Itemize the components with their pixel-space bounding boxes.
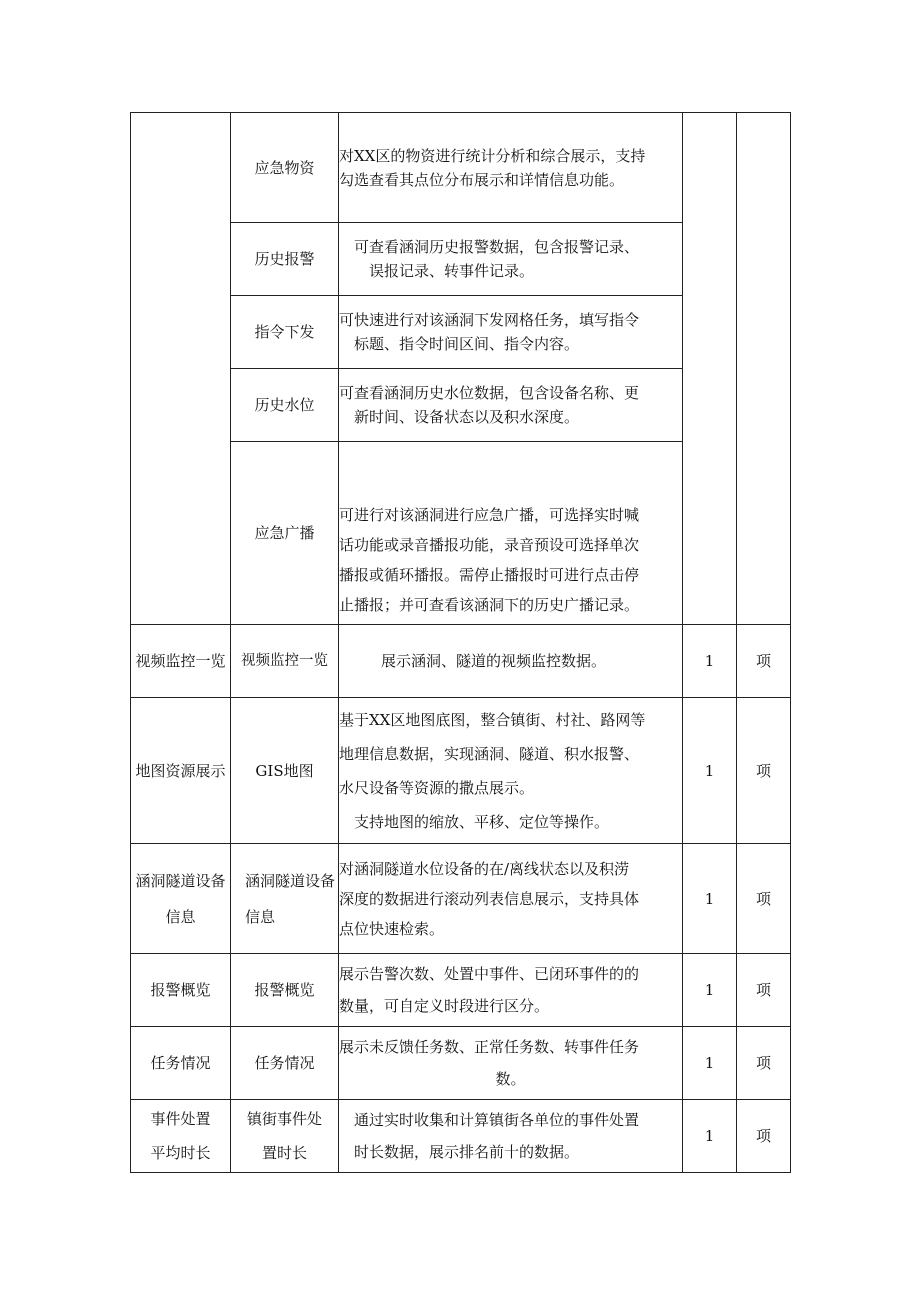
- description-line: 对XX区的物资进行统计分析和综合展示，支持: [339, 146, 646, 165]
- description-line: 可进行对该涵洞进行应急广播，可选择实时喊: [339, 506, 640, 524]
- description-line: 基于XX区地图底图，整合镇街、村社、路网等: [339, 710, 646, 729]
- description-line: 止播报；并可查看该涵洞下的历史广播记录。: [339, 596, 640, 614]
- description-line: 标题、指令时间区间、指令内容。: [354, 335, 580, 353]
- item-name-cell: GIS地图: [231, 698, 339, 844]
- description-line: 支持地图的缩放、平移、定位等操作。: [354, 812, 610, 831]
- description-cell: [339, 954, 683, 1027]
- category-cell: 报警概览: [131, 954, 231, 1027]
- description-line: 对涵洞隧道水位设备的在/离线状态以及积涝: [339, 859, 630, 878]
- description-line: 可快速进行对该涵洞下发网格任务，填写指令: [339, 311, 640, 329]
- table-row: [131, 954, 791, 1027]
- description-line: 数。: [495, 1070, 526, 1088]
- description-line: 点位快速检索。: [339, 919, 445, 938]
- item-name-cell: 应急广播: [231, 442, 339, 625]
- description-cell: [339, 369, 683, 442]
- category-cell: 事件处置平均时长: [131, 1100, 231, 1173]
- description-line: 展示未反馈任务数、正常任务数、转事件任务: [339, 1038, 640, 1056]
- unit-cell: 项: [737, 1027, 791, 1100]
- item-name-cell: 历史报警: [231, 223, 339, 296]
- table-row: [131, 698, 791, 844]
- quantity-cell: [683, 113, 737, 625]
- item-name-cell: 任务情况: [231, 1027, 339, 1100]
- quantity-cell: 1: [683, 698, 737, 844]
- description-line: 误报记录、转事件记录。: [369, 262, 535, 280]
- quantity-cell: 1: [683, 625, 737, 698]
- quantity-cell: 1: [683, 1027, 737, 1100]
- description-cell: [339, 625, 683, 698]
- unit-cell: 项: [737, 625, 791, 698]
- table-row: [131, 113, 791, 223]
- table-row: [131, 625, 791, 698]
- description-cell: [339, 698, 683, 844]
- category-cell: 任务情况: [131, 1027, 231, 1100]
- unit-cell: 项: [737, 844, 791, 954]
- item-name-cell: 应急物资: [231, 113, 339, 223]
- table-row: [131, 844, 791, 954]
- description-line: 新时间、设备状态以及积水深度。: [354, 408, 580, 426]
- item-name-cell: 涵洞隧道设备信息: [231, 844, 339, 954]
- category-cell: 地图资源展示: [131, 698, 231, 844]
- description-cell: [339, 1100, 683, 1173]
- description-cell: [339, 1027, 683, 1100]
- description-line: 水尺设备等资源的撒点展示。: [339, 778, 535, 797]
- quantity-cell: 1: [683, 844, 737, 954]
- description-line: 时长数据，展示排名前十的数据。: [354, 1143, 580, 1161]
- item-name-cell: 视频监控一览: [231, 625, 339, 698]
- spec-table-body: [131, 113, 791, 1173]
- category-cell: 涵洞隧道设备信息: [131, 844, 231, 954]
- description-line: 展示告警次数、处置中事件、已闭环事件的的: [339, 965, 640, 983]
- description-cell: [339, 113, 683, 223]
- table-row: [131, 1027, 791, 1100]
- description-line: 话功能或录音播报功能，录音预设可选择单次: [339, 536, 640, 554]
- description-cell: [339, 442, 683, 625]
- description-line: 展示涵洞、隧道的视频监控数据。: [381, 652, 607, 670]
- description-cell: [339, 296, 683, 369]
- item-name-cell: 镇街事件处置时长: [231, 1100, 339, 1173]
- category-cell: 视频监控一览: [131, 625, 231, 698]
- description-line: 数量，可自定义时段进行区分。: [339, 997, 550, 1015]
- description-line: 可查看涵洞历史报警数据，包含报警记录、: [354, 238, 640, 256]
- description-cell: [339, 223, 683, 296]
- description-line: 可查看涵洞历史水位数据，包含设备名称、更: [339, 384, 640, 402]
- unit-cell: [737, 113, 791, 625]
- item-name-cell: 历史水位: [231, 369, 339, 442]
- quantity-cell: 1: [683, 954, 737, 1027]
- unit-cell: 项: [737, 1100, 791, 1173]
- description-cell: [339, 844, 683, 954]
- description-line: 地理信息数据，实现涵洞、隧道、积水报警、: [339, 744, 640, 763]
- description-line: 深度的数据进行滚动列表信息展示，支持具体: [339, 889, 640, 908]
- description-line: 通过实时收集和计算镇街各单位的事件处置: [354, 1111, 640, 1129]
- category-cell: [131, 113, 231, 625]
- unit-cell: 项: [737, 954, 791, 1027]
- quantity-cell: 1: [683, 1100, 737, 1173]
- description-line: 播报或循环播报。需停止播报时可进行点击停: [339, 566, 640, 584]
- description-line: 勾选查看其点位分布展示和详情信息功能。: [339, 170, 625, 189]
- item-name-cell: 指令下发: [231, 296, 339, 369]
- unit-cell: 项: [737, 698, 791, 844]
- table-row: [131, 1100, 791, 1173]
- spec-table: [130, 112, 791, 1173]
- item-name-cell: 报警概览: [231, 954, 339, 1027]
